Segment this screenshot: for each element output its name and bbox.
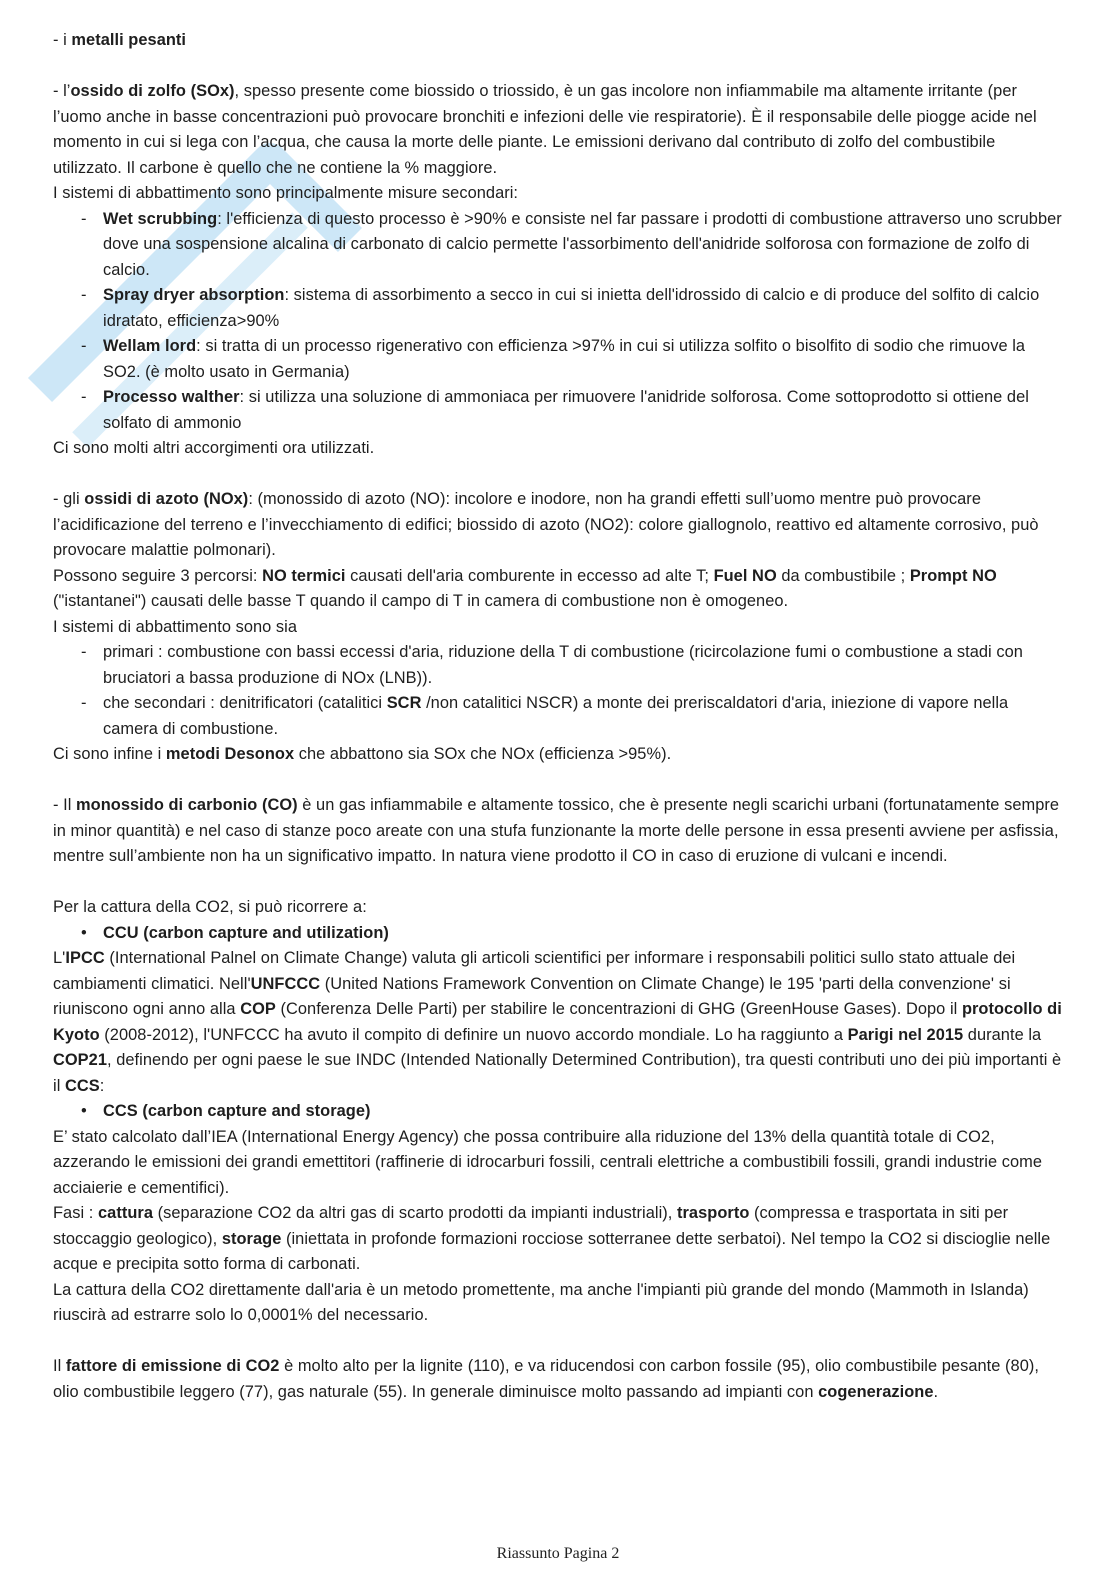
list-item: - Wellam lord: si tratta di un processo rigenerativo con efficienza >97% in cui si utilizza solfito o bisolfito di sodio che rimuove la SO2. (è molto usato in Germania) bbox=[53, 334, 1065, 385]
emission-factor-paragraph: Il fattore di emissione di CO2 è molto alto per la lignite (110), e va riducendosi con carbon fossile (95), olio combustibile pesante (80), olio combustibile leggero (77), gas naturale (55). In generale diminuisce molto passando ad impianti con cogenerazione. bbox=[53, 1357, 1039, 1401]
page-footer: Riassunto Pagina 2 bbox=[496, 1545, 620, 1562]
list-item: • CCU (carbon capture and utilization) bbox=[53, 921, 1065, 947]
section-nox: - gli ossidi di azoto (NOx): (monossido di azoto (NO): incolore e inodore, non ha grandi effetti sull’uomo mentre può provocare l’acidificazione del terreno e l’invecchiamento di edifici; biossido di azoto (NO2): colore giallognolo, reattivo ed altamente corrosivo, può provocare malattie polmonari). bbox=[53, 490, 1039, 559]
ccu-bullet bbox=[53, 921, 1065, 947]
document-body bbox=[53, 28, 1065, 1405]
co2-intro: Per la cattura della CO2, si può ricorrere a: bbox=[53, 898, 367, 916]
list-item: • CCS (carbon capture and storage) bbox=[53, 1099, 1065, 1125]
list-item: - Spray dryer absorption: sistema di assorbimento a secco in cui si inietta dell'idrossido di calcio e di produce del solfito di calcio idratato, efficienza>90% bbox=[53, 283, 1065, 334]
sox-outro: Ci sono molti altri accorgimenti ora utilizzati. bbox=[53, 439, 375, 457]
nox-list bbox=[53, 640, 1065, 742]
section-metalli: - i metalli pesanti bbox=[53, 31, 187, 49]
section-sox: - l’ossido di zolfo (SOx), spesso presente come biossido o triossido, è un gas incolore non infiammabile ma altamente irritante (per l’uomo anche in basse concentrazioni può provocare bronchiti e infezioni delle vie respiratorie). È il responsabile delle piogge acide nel momento in cui si lega con l’acqua, che causa la morte delle piante. Le emissioni derivano dal contributo di zolfo del combustibile utilizzato. Il carbone è quello che ne contiene la % maggiore. bbox=[53, 82, 1037, 177]
nox-paths: Possono seguire 3 percorsi: NO termici causati dell'aria comburente in eccesso ad alte T; Fuel NO da combustibile ; Prompt NO ("istantanei") causati delle basse T quando il campo di T in camera di combustione non è omogeneo. bbox=[53, 566, 997, 610]
nox-intro: I sistemi di abbattimento sono sia bbox=[53, 617, 298, 636]
nox-desonox: Ci sono infine i metodi Desonox che abbattono sia SOx che NOx (efficienza >95%). bbox=[53, 745, 672, 763]
list-item: - Wet scrubbing: l'efficienza di questo processo è >90% e consiste nel far passare i prodotti di combustione attraverso uno scrubber dove una sospensione alcalina di carbonato di calcio permette l'assorbimento dell'anidride solforosa con formazione de zolfo di calcio. bbox=[53, 207, 1065, 284]
air-capture-paragraph: La cattura della CO2 direttamente dall'aria è un metodo promettente, ma anche l'impianti più grande del mondo (Mammoth in Islanda) riuscirà ad estrarre solo lo 0,0001% del necessario. bbox=[53, 1280, 1029, 1324]
sox-intro: I sistemi di abbattimento sono principalmente misure secondari: bbox=[53, 184, 519, 202]
sox-list bbox=[53, 207, 1065, 437]
fasi-paragraph: Fasi : cattura (separazione CO2 da altri gas di scarto prodotti da impianti industriali), trasporto (compressa e trasportata in siti per stoccaggio geologico), storage (iniettata in profonde formazioni rocciose sotterranee dette serbatoi). Nel tempo la CO2 si discioglie nelle acque e precipita sotto forma di carbonati. bbox=[53, 1204, 1051, 1273]
list-item: - che secondari : denitrificatori (catalitici SCR /non catalitici NSCR) a monte dei preriscaldatori d'aria, iniezione di vapore nella camera di combustione. bbox=[53, 691, 1065, 742]
list-item: - Processo walther: si utilizza una soluzione di ammoniaca per rimuovere l'anidride solforosa. Come sottoprodotto si ottiene del solfato di ammonio bbox=[53, 385, 1065, 436]
section-co: - Il monossido di carbonio (CO) è un gas infiammabile e altamente tossico, che è presente negli scarichi urbani (fortunatamente sempre in minor quantità) e nel caso di stanze poco areate con una stufa funzionante la morte delle persone in essa presenti avviene per asfissia, mentre sull’ambiente non ha un significativo impatto. In natura viene prodotto il CO in caso di eruzione di vulcani e incendi. bbox=[53, 796, 1060, 865]
ccs-bullet bbox=[53, 1099, 1065, 1125]
list-item: - primari : combustione con bassi eccessi d'aria, riduzione della T di combustione (ricircolazione fumi o combustione a stadi con bruciatori a bassa produzione di NOx (LNB)). bbox=[53, 640, 1065, 691]
iea-paragraph: E’ stato calcolato dall’IEA (International Energy Agency) che possa contribuire alla riduzione del 13% della quantità totale di CO2, azzerando le emissioni dei grandi emettitori (raffinerie di idrocarburi fossili, centrali elettriche a combustibili fossili, grandi industrie come acciaierie e cementifici). bbox=[53, 1127, 1043, 1197]
ipcc-paragraph: L'IPCC (International Palnel on Climate Change) valuta gli articoli scientifici per informare i responsabili politici sullo stato attuale dei cambiamenti climatici. Nell'UNFCCC (United Nations Framework Convention on Climate Change) le 195 'parti della convenzione' si riuniscono ogni anno alla COP (Conferenza Delle Parti) per stabilire le concentrazioni di GHG (GreenHouse Gases). Dopo il protocollo di Kyoto (2008-2012), l'UNFCCC ha avuto il compito di definire un nuovo accordo mondiale. Lo ha raggiunto a Parigi nel 2015 durante la COP21, definendo per ogni paese le sue INDC (Intended Nationally Determined Contribution), tra questi contributi uno dei più importanti è il CCS: bbox=[53, 949, 1062, 1095]
